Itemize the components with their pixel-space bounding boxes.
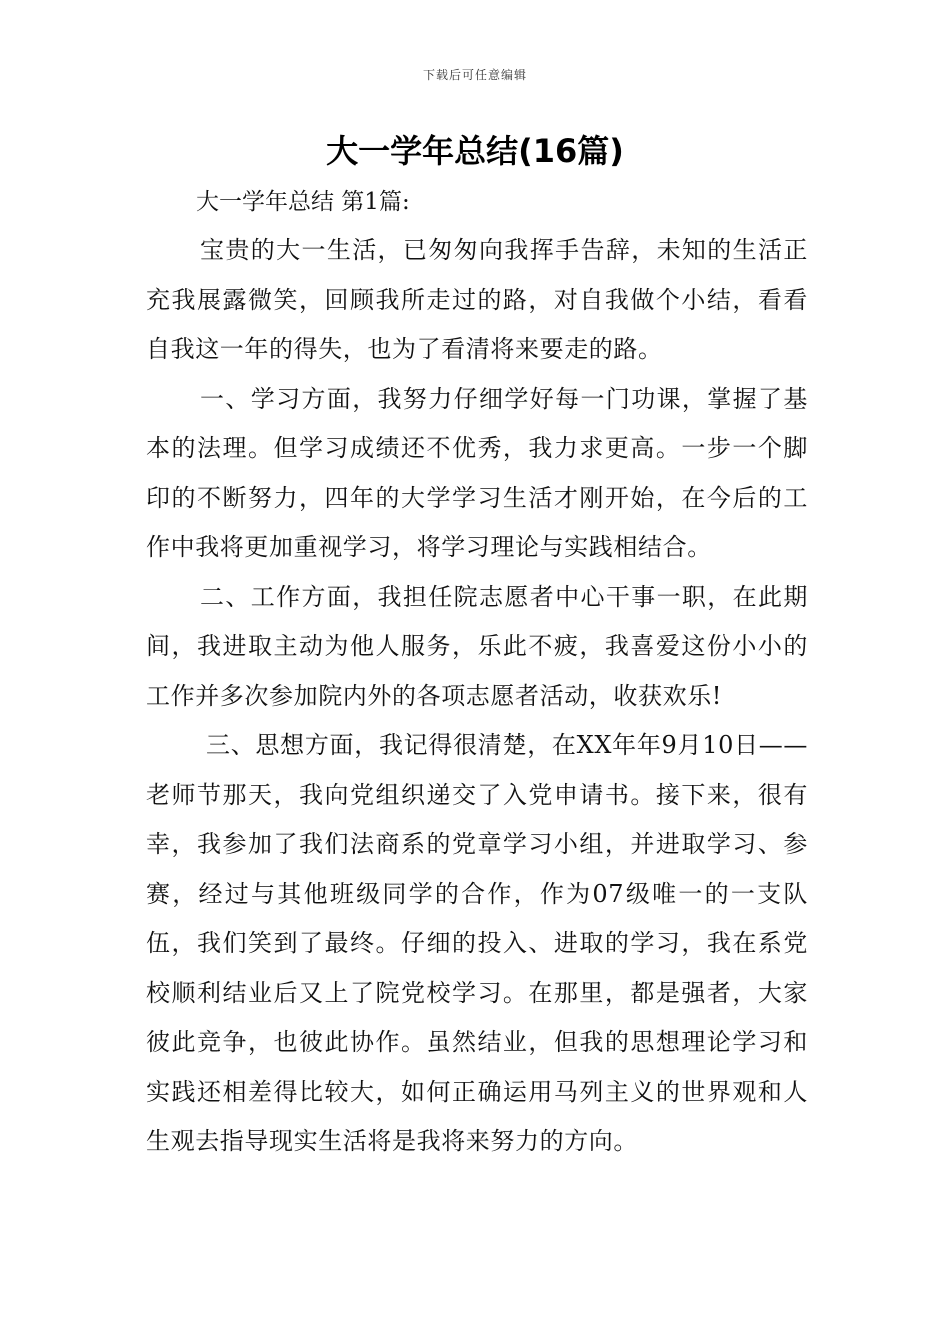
paragraph-intro: 宝贵的大一生活，已匆匆向我挥手告辞，未知的生活正充我展露微笑，回顾我所走过的路，对自我做个小结，看看自我这一年的得失，也为了看清将来要走的路。	[146, 236, 808, 363]
paragraph-work: 二、工作方面，我担任院志愿者中心干事一职，在此期间，我进取主动为他人服务，乐此不疲，我喜爱这份小小的工作并多次参加院内外的各项志愿者活动，收获欢乐!	[146, 582, 808, 710]
paragraph-study: 一、学习方面，我努力仔细学好每一门功课，掌握了基本的法理。但学习成绩还不优秀，我力求更高。一步一个脚印的不断努力，四年的大学学习生活才刚开始，在今后的工作中我将更加重视学习，将学习理论与实践相结合。	[146, 384, 808, 561]
document-body	[146, 226, 808, 1167]
paragraph-thought: 三、思想方面，我记得很清楚，在XX年年9月10日——老师节那天，我向党组织递交了入党申请书。接下来，很有幸，我参加了我们法商系的党章学习小组，并进取学习、参赛，经过与其他班级同学的合作，作为07级唯一的一支队伍，我们笑到了最终。仔细的投入、进取的学习，我在系党校顺利结业后又上了院党校学习。在那里，都是强者，大家彼此竞争，也彼此协作。虽然结业，但我的思想理论学习和实践还相差得比较大，如何正确运用马列主义的世界观和人生观去指导现实生活将是我将来努力的方向。	[146, 731, 808, 1155]
header-note: 下载后可任意编辑	[422, 68, 527, 82]
document-title: 大一学年总结(16篇)	[326, 132, 624, 170]
section-subheading: 大一学年总结 第1篇:	[196, 189, 410, 215]
